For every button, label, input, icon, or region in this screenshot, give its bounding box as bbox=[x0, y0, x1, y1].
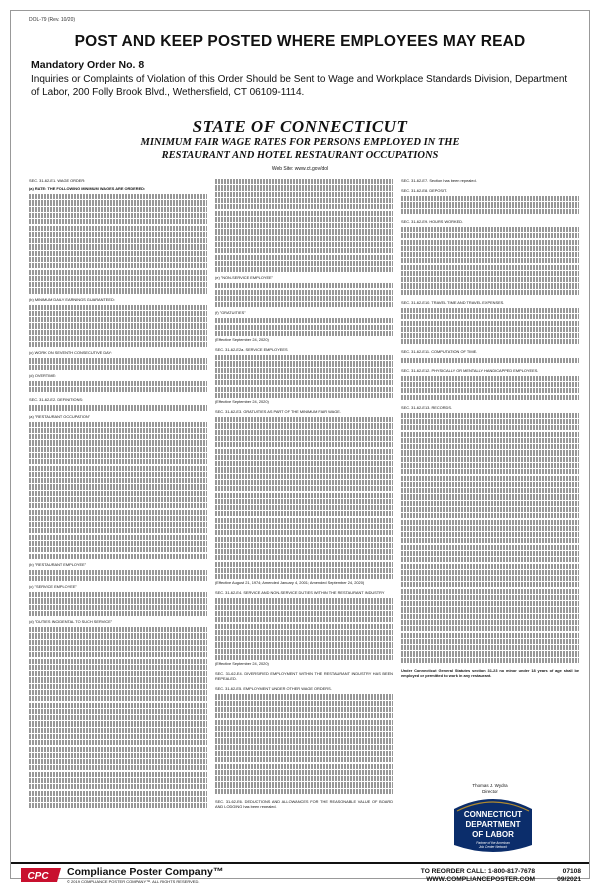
text-line bbox=[29, 516, 207, 521]
section-heading: (f) "GRATUITIES" bbox=[215, 310, 246, 316]
text-line bbox=[215, 318, 393, 323]
text-line bbox=[29, 646, 207, 651]
text-line bbox=[29, 213, 207, 218]
text-line bbox=[401, 290, 579, 295]
text-line bbox=[401, 382, 579, 387]
text-line bbox=[215, 757, 393, 762]
text-line bbox=[215, 732, 393, 737]
text-line bbox=[29, 503, 207, 508]
text-line bbox=[401, 570, 579, 575]
text-line bbox=[401, 639, 579, 644]
text-line bbox=[401, 520, 579, 525]
text-line bbox=[401, 196, 579, 201]
text-line bbox=[29, 734, 207, 739]
text-line bbox=[401, 582, 579, 587]
text-line bbox=[401, 501, 579, 506]
effective-date: (Effective September 24, 2020) bbox=[215, 337, 269, 342]
text-line bbox=[401, 595, 579, 600]
document-id: DOL-79 (Rev. 10/20) bbox=[29, 17, 76, 23]
text-line bbox=[29, 627, 207, 632]
text-line bbox=[215, 630, 393, 635]
text-line bbox=[215, 436, 393, 441]
text-line bbox=[215, 455, 393, 460]
section-heading: SEC. 31-62-E2a. SERVICE EMPLOYEES bbox=[215, 347, 288, 353]
text-line bbox=[401, 551, 579, 556]
text-line bbox=[215, 217, 393, 222]
text-line bbox=[401, 633, 579, 638]
minor-notice: Under Connecticut General Statutes section 31-23 no minor under 18 years of age shall be employed or permitted to work in any restaurant. bbox=[401, 667, 579, 678]
text-line bbox=[29, 484, 207, 489]
text-line bbox=[29, 317, 207, 322]
text-line bbox=[215, 261, 393, 266]
text-line bbox=[215, 449, 393, 454]
text-line bbox=[215, 524, 393, 529]
section-heading: SEC. 31-62-E4. SERVICE AND NON-SERVICE DUTIES WITHIN THE RESTAURANT INDUSTRY bbox=[215, 590, 385, 596]
text-line bbox=[215, 511, 393, 516]
effective-date: (Effective August 21, 1974; Amended January 4, 2001; Amended September 24, 2020) bbox=[215, 580, 365, 586]
text-line bbox=[29, 592, 207, 597]
text-line bbox=[401, 651, 579, 656]
reorder-website: WWW.COMPLIANCEPOSTER.COM bbox=[426, 876, 535, 883]
text-line bbox=[29, 570, 207, 575]
text-line bbox=[401, 246, 579, 251]
text-line bbox=[215, 442, 393, 447]
text-line bbox=[215, 518, 393, 523]
text-line bbox=[401, 283, 579, 288]
text-line bbox=[29, 791, 207, 796]
text-line bbox=[401, 469, 579, 474]
text-line bbox=[401, 658, 579, 663]
text-line bbox=[401, 564, 579, 569]
text-line bbox=[29, 671, 207, 676]
text-line bbox=[401, 444, 579, 449]
text-line bbox=[215, 331, 393, 336]
text-line bbox=[401, 532, 579, 537]
logo-line-2: DEPARTMENT bbox=[465, 820, 521, 829]
text-line bbox=[215, 283, 393, 288]
text-line bbox=[215, 374, 393, 379]
logo-tagline-1: Partner of the American bbox=[476, 841, 510, 845]
text-line bbox=[215, 461, 393, 466]
text-line bbox=[401, 645, 579, 650]
section-heading: SEC. 31-62-E6. DEDUCTIONS AND ALLOWANCES FOR THE REASONABLE VALUE OF BOARD AND LODGING has been repealed. bbox=[215, 798, 393, 808]
text-line bbox=[401, 589, 579, 594]
text-line bbox=[215, 726, 393, 731]
text-column-1 bbox=[29, 178, 207, 808]
text-line bbox=[29, 305, 207, 310]
text-line bbox=[215, 605, 393, 610]
text-line bbox=[401, 376, 579, 381]
text-line bbox=[29, 226, 207, 231]
text-line bbox=[215, 789, 393, 794]
text-line bbox=[29, 753, 207, 758]
text-line bbox=[215, 211, 393, 216]
subtitle-line-2: RESTAURANT AND HOTEL RESTAURANT OCCUPATIONS bbox=[161, 150, 439, 161]
text-line bbox=[401, 607, 579, 612]
text-line bbox=[29, 387, 207, 392]
poster bbox=[10, 10, 590, 884]
section-heading: SEC. 31-62-E3. GRATUITIES AS PART OF THE MINIMUM FAIR WAGE. bbox=[215, 409, 341, 415]
section-heading: SEC. 31-62-E12. PHYSICALLY OR MENTALLY HANDICAPPED EMPLOYEES. bbox=[401, 367, 539, 373]
text-line bbox=[215, 555, 393, 560]
text-line bbox=[29, 330, 207, 335]
text-line bbox=[215, 624, 393, 629]
text-line bbox=[215, 248, 393, 253]
text-line bbox=[215, 530, 393, 535]
text-line bbox=[215, 707, 393, 712]
text-line bbox=[215, 636, 393, 641]
text-line bbox=[215, 325, 393, 330]
text-line bbox=[29, 659, 207, 664]
section-heading: SEC. 31-62-E7. Section has been repealed. bbox=[401, 178, 477, 183]
reorder-phone: TO REORDER CALL: 1-800-817-7678 bbox=[420, 868, 535, 875]
text-line bbox=[215, 192, 393, 197]
section-heading: (a) "RESTAURANT OCCUPATION" bbox=[29, 413, 91, 419]
text-line bbox=[215, 204, 393, 209]
order-number: Mandatory Order No. 8 bbox=[31, 59, 145, 71]
text-line bbox=[401, 494, 579, 499]
text-line bbox=[29, 598, 207, 603]
text-line bbox=[29, 576, 207, 581]
text-line bbox=[29, 238, 207, 243]
text-line bbox=[215, 713, 393, 718]
text-line bbox=[29, 554, 207, 559]
text-line bbox=[401, 258, 579, 263]
text-line bbox=[215, 417, 393, 422]
text-line bbox=[401, 432, 579, 437]
text-line bbox=[29, 491, 207, 496]
text-line bbox=[401, 333, 579, 338]
text-line bbox=[215, 423, 393, 428]
text-line bbox=[215, 764, 393, 769]
text-line bbox=[401, 413, 579, 418]
text-line bbox=[215, 568, 393, 573]
text-line bbox=[401, 538, 579, 543]
state-heading: STATE OF CONNECTICUT bbox=[192, 117, 408, 136]
text-line bbox=[29, 472, 207, 477]
text-line bbox=[29, 721, 207, 726]
text-line bbox=[29, 696, 207, 701]
section-heading: SEC. 31-62-E2. DEFINITIONS: bbox=[29, 397, 84, 403]
text-line bbox=[29, 288, 207, 293]
text-line bbox=[215, 198, 393, 203]
section-heading: SEC. 31-62-E1. WAGE ORDER: bbox=[29, 178, 86, 183]
section-heading: SEC. 31-62-E4. DIVERSIFIED EMPLOYMENT WITHIN THE RESTAURANT INDUSTRY HAS BEEN REPEALED. bbox=[215, 671, 393, 682]
text-line bbox=[29, 257, 207, 262]
text-line bbox=[215, 255, 393, 260]
logo-line-1: CONNECTICUT bbox=[463, 810, 523, 819]
poster-title: POST AND KEEP POSTED WHERE EMPLOYEES MAY READ bbox=[74, 33, 526, 50]
text-line bbox=[29, 405, 207, 410]
text-line bbox=[29, 541, 207, 546]
text-line bbox=[401, 321, 579, 326]
text-line bbox=[401, 314, 579, 319]
section-heading: SEC. 31-62-E10. TRAVEL TIME AND TRAVEL EXPENSES. bbox=[401, 299, 505, 305]
footer-divider bbox=[11, 862, 589, 864]
text-line bbox=[29, 690, 207, 695]
text-line bbox=[215, 642, 393, 647]
logo-tagline-2: Job Center Network bbox=[478, 845, 508, 849]
text-line bbox=[29, 797, 207, 802]
text-line bbox=[29, 219, 207, 224]
text-line bbox=[401, 277, 579, 282]
text-line bbox=[401, 233, 579, 238]
text-line bbox=[401, 450, 579, 455]
text-line bbox=[215, 505, 393, 510]
text-line bbox=[215, 430, 393, 435]
text-line bbox=[401, 308, 579, 313]
text-line bbox=[215, 302, 393, 307]
section-heading: (a) RATE: THE FOLLOWING MINIMUM WAGES ARE ORDERED: bbox=[29, 186, 146, 192]
text-line bbox=[401, 476, 579, 481]
text-line bbox=[29, 728, 207, 733]
revision-date: 09/2021 bbox=[557, 876, 581, 883]
text-line bbox=[29, 633, 207, 638]
text-line bbox=[401, 614, 579, 619]
text-line bbox=[215, 393, 393, 398]
section-heading: SEC. 31-62-E5. EMPLOYMENT UNDER OTHER WAGE ORDERS. bbox=[215, 686, 332, 692]
text-line bbox=[29, 440, 207, 445]
poster-codes bbox=[545, 868, 581, 884]
text-line bbox=[29, 759, 207, 764]
cpc-logo-text: CPC bbox=[27, 871, 49, 882]
text-line bbox=[29, 276, 207, 281]
website-line: Web Site: www.ct.gov/dol bbox=[271, 166, 329, 172]
cpc-logo bbox=[21, 867, 61, 883]
section-heading: (d) "DUTIES INCIDENTAL TO SUCH SERVICE" bbox=[29, 619, 113, 625]
effective-date: (Effective September 24, 2020) bbox=[215, 398, 269, 404]
text-line bbox=[401, 209, 579, 214]
text-line bbox=[215, 562, 393, 567]
text-line bbox=[29, 232, 207, 237]
text-line bbox=[215, 649, 393, 654]
section-heading: (d) OVERTIME: bbox=[29, 372, 57, 378]
text-line bbox=[401, 457, 579, 462]
text-line bbox=[29, 605, 207, 610]
text-line bbox=[215, 474, 393, 479]
text-line bbox=[215, 701, 393, 706]
text-line bbox=[401, 252, 579, 257]
text-line bbox=[29, 207, 207, 212]
text-line bbox=[215, 493, 393, 498]
text-line bbox=[29, 765, 207, 770]
text-line bbox=[401, 620, 579, 625]
text-line bbox=[29, 194, 207, 199]
text-line bbox=[401, 482, 579, 487]
text-line bbox=[215, 223, 393, 228]
text-line bbox=[215, 770, 393, 775]
brand-name: Compliance Poster Company™ bbox=[67, 866, 224, 878]
text-line bbox=[29, 497, 207, 502]
text-line bbox=[401, 526, 579, 531]
text-line bbox=[29, 703, 207, 708]
text-line bbox=[215, 467, 393, 472]
text-line bbox=[401, 626, 579, 631]
text-line bbox=[29, 528, 207, 533]
text-column-3 bbox=[401, 178, 579, 808]
text-line bbox=[215, 499, 393, 504]
subtitle-line-1: MINIMUM FAIR WAGE RATES FOR PERSONS EMPLOYED IN THE bbox=[140, 137, 460, 148]
text-line bbox=[215, 480, 393, 485]
section-heading: (c) "SERVICE EMPLOYEE" bbox=[29, 584, 77, 590]
text-line bbox=[215, 387, 393, 392]
text-line bbox=[401, 419, 579, 424]
text-line bbox=[215, 179, 393, 184]
text-line bbox=[215, 290, 393, 295]
text-line bbox=[29, 478, 207, 483]
section-heading: SEC. 31-62-E8. DEPOSIT. bbox=[401, 188, 448, 194]
text-line bbox=[215, 236, 393, 241]
text-line bbox=[401, 265, 579, 270]
signer-title: Director bbox=[482, 789, 498, 794]
section-heading: (b) MINIMUM DAILY EARNINGS GUARANTEED: bbox=[29, 296, 115, 302]
text-line bbox=[29, 311, 207, 316]
text-line bbox=[401, 438, 579, 443]
text-line bbox=[29, 747, 207, 752]
text-line bbox=[29, 803, 207, 808]
text-line bbox=[29, 323, 207, 328]
text-line bbox=[215, 655, 393, 660]
text-line bbox=[215, 380, 393, 385]
text-line bbox=[29, 282, 207, 287]
effective-date: (Effective September 24, 2020) bbox=[215, 661, 269, 667]
text-line bbox=[215, 185, 393, 190]
copyright: © 2019 COMPLIANCE POSTER COMPANY™. ALL RIGHTS RESERVED. bbox=[67, 879, 200, 884]
section-heading: (c) WORK ON SEVENTH CONSECUTIVE DAY: bbox=[29, 350, 112, 356]
text-line bbox=[401, 576, 579, 581]
text-line bbox=[401, 425, 579, 430]
text-line bbox=[215, 355, 393, 360]
text-line bbox=[401, 545, 579, 550]
text-line bbox=[401, 202, 579, 207]
text-line bbox=[215, 738, 393, 743]
text-line bbox=[215, 368, 393, 373]
text-line bbox=[401, 271, 579, 276]
text-line bbox=[29, 652, 207, 657]
text-line bbox=[29, 778, 207, 783]
section-heading: SEC. 31-62-E11. COMPUTATION OF TIME. bbox=[401, 349, 478, 355]
section-heading: (e) "NON-SERVICE EMPLOYEE" bbox=[215, 275, 274, 281]
text-line bbox=[401, 240, 579, 245]
text-line bbox=[401, 488, 579, 493]
text-line bbox=[29, 466, 207, 471]
text-line bbox=[29, 740, 207, 745]
text-line bbox=[29, 709, 207, 714]
text-line bbox=[215, 543, 393, 548]
text-line bbox=[29, 522, 207, 527]
text-line bbox=[215, 611, 393, 616]
text-line bbox=[29, 447, 207, 452]
text-line bbox=[215, 776, 393, 781]
text-line bbox=[401, 339, 579, 344]
text-line bbox=[401, 463, 579, 468]
section-heading: (b) "RESTAURANT EMPLOYEE" bbox=[29, 561, 87, 567]
text-line bbox=[215, 296, 393, 301]
reorder-info bbox=[365, 868, 535, 884]
text-line bbox=[215, 782, 393, 787]
text-line bbox=[29, 684, 207, 689]
text-line bbox=[29, 251, 207, 256]
text-line bbox=[215, 486, 393, 491]
ct-dol-logo bbox=[452, 795, 534, 857]
text-line bbox=[29, 772, 207, 777]
text-line bbox=[401, 388, 579, 393]
text-line bbox=[215, 598, 393, 603]
text-line bbox=[29, 459, 207, 464]
text-line bbox=[215, 694, 393, 699]
logo-line-3: OF LABOR bbox=[472, 830, 514, 839]
text-line bbox=[29, 640, 207, 645]
text-column-2 bbox=[215, 178, 393, 808]
text-line bbox=[401, 507, 579, 512]
section-heading: SEC. 31-62-E9. HOURS WORKED. bbox=[401, 218, 464, 224]
text-line bbox=[29, 270, 207, 275]
text-line bbox=[215, 617, 393, 622]
text-line bbox=[215, 229, 393, 234]
text-line bbox=[401, 513, 579, 518]
text-line bbox=[29, 365, 207, 370]
text-line bbox=[215, 537, 393, 542]
text-line bbox=[29, 434, 207, 439]
text-line bbox=[29, 510, 207, 515]
text-line bbox=[401, 227, 579, 232]
text-line bbox=[215, 361, 393, 366]
text-line bbox=[29, 677, 207, 682]
text-line bbox=[29, 715, 207, 720]
text-line bbox=[401, 601, 579, 606]
text-line bbox=[29, 336, 207, 341]
text-line bbox=[401, 327, 579, 332]
text-line bbox=[215, 549, 393, 554]
text-line bbox=[215, 267, 393, 272]
text-line bbox=[29, 342, 207, 347]
text-line bbox=[401, 557, 579, 562]
poster-code: 07108 bbox=[562, 868, 581, 875]
text-line bbox=[29, 263, 207, 268]
text-line bbox=[29, 422, 207, 427]
text-line bbox=[29, 200, 207, 205]
text-line bbox=[29, 244, 207, 249]
text-line bbox=[29, 381, 207, 386]
text-line bbox=[29, 784, 207, 789]
text-line bbox=[29, 453, 207, 458]
signature-block bbox=[401, 783, 579, 795]
text-line bbox=[29, 611, 207, 616]
text-line bbox=[215, 745, 393, 750]
text-line bbox=[215, 242, 393, 247]
text-line bbox=[29, 535, 207, 540]
text-line bbox=[215, 574, 393, 579]
signer-name: Thomas J. Wydra bbox=[472, 783, 508, 788]
text-line bbox=[215, 720, 393, 725]
text-line bbox=[215, 751, 393, 756]
text-line bbox=[29, 358, 207, 363]
section-heading: SEC. 31-62-E13. RECORDS. bbox=[401, 404, 453, 410]
text-line bbox=[29, 665, 207, 670]
text-line bbox=[29, 428, 207, 433]
text-line bbox=[29, 547, 207, 552]
text-line bbox=[401, 395, 579, 400]
text-line bbox=[401, 358, 579, 363]
inquiries-notice: Inquiries or Complaints of Violation of this Order Should be Sent to Wage and Workplace Standards Division, Department of Labor, 200 Folly Brook Blvd., Wethersfield, CT 06109-1114. bbox=[31, 74, 568, 98]
